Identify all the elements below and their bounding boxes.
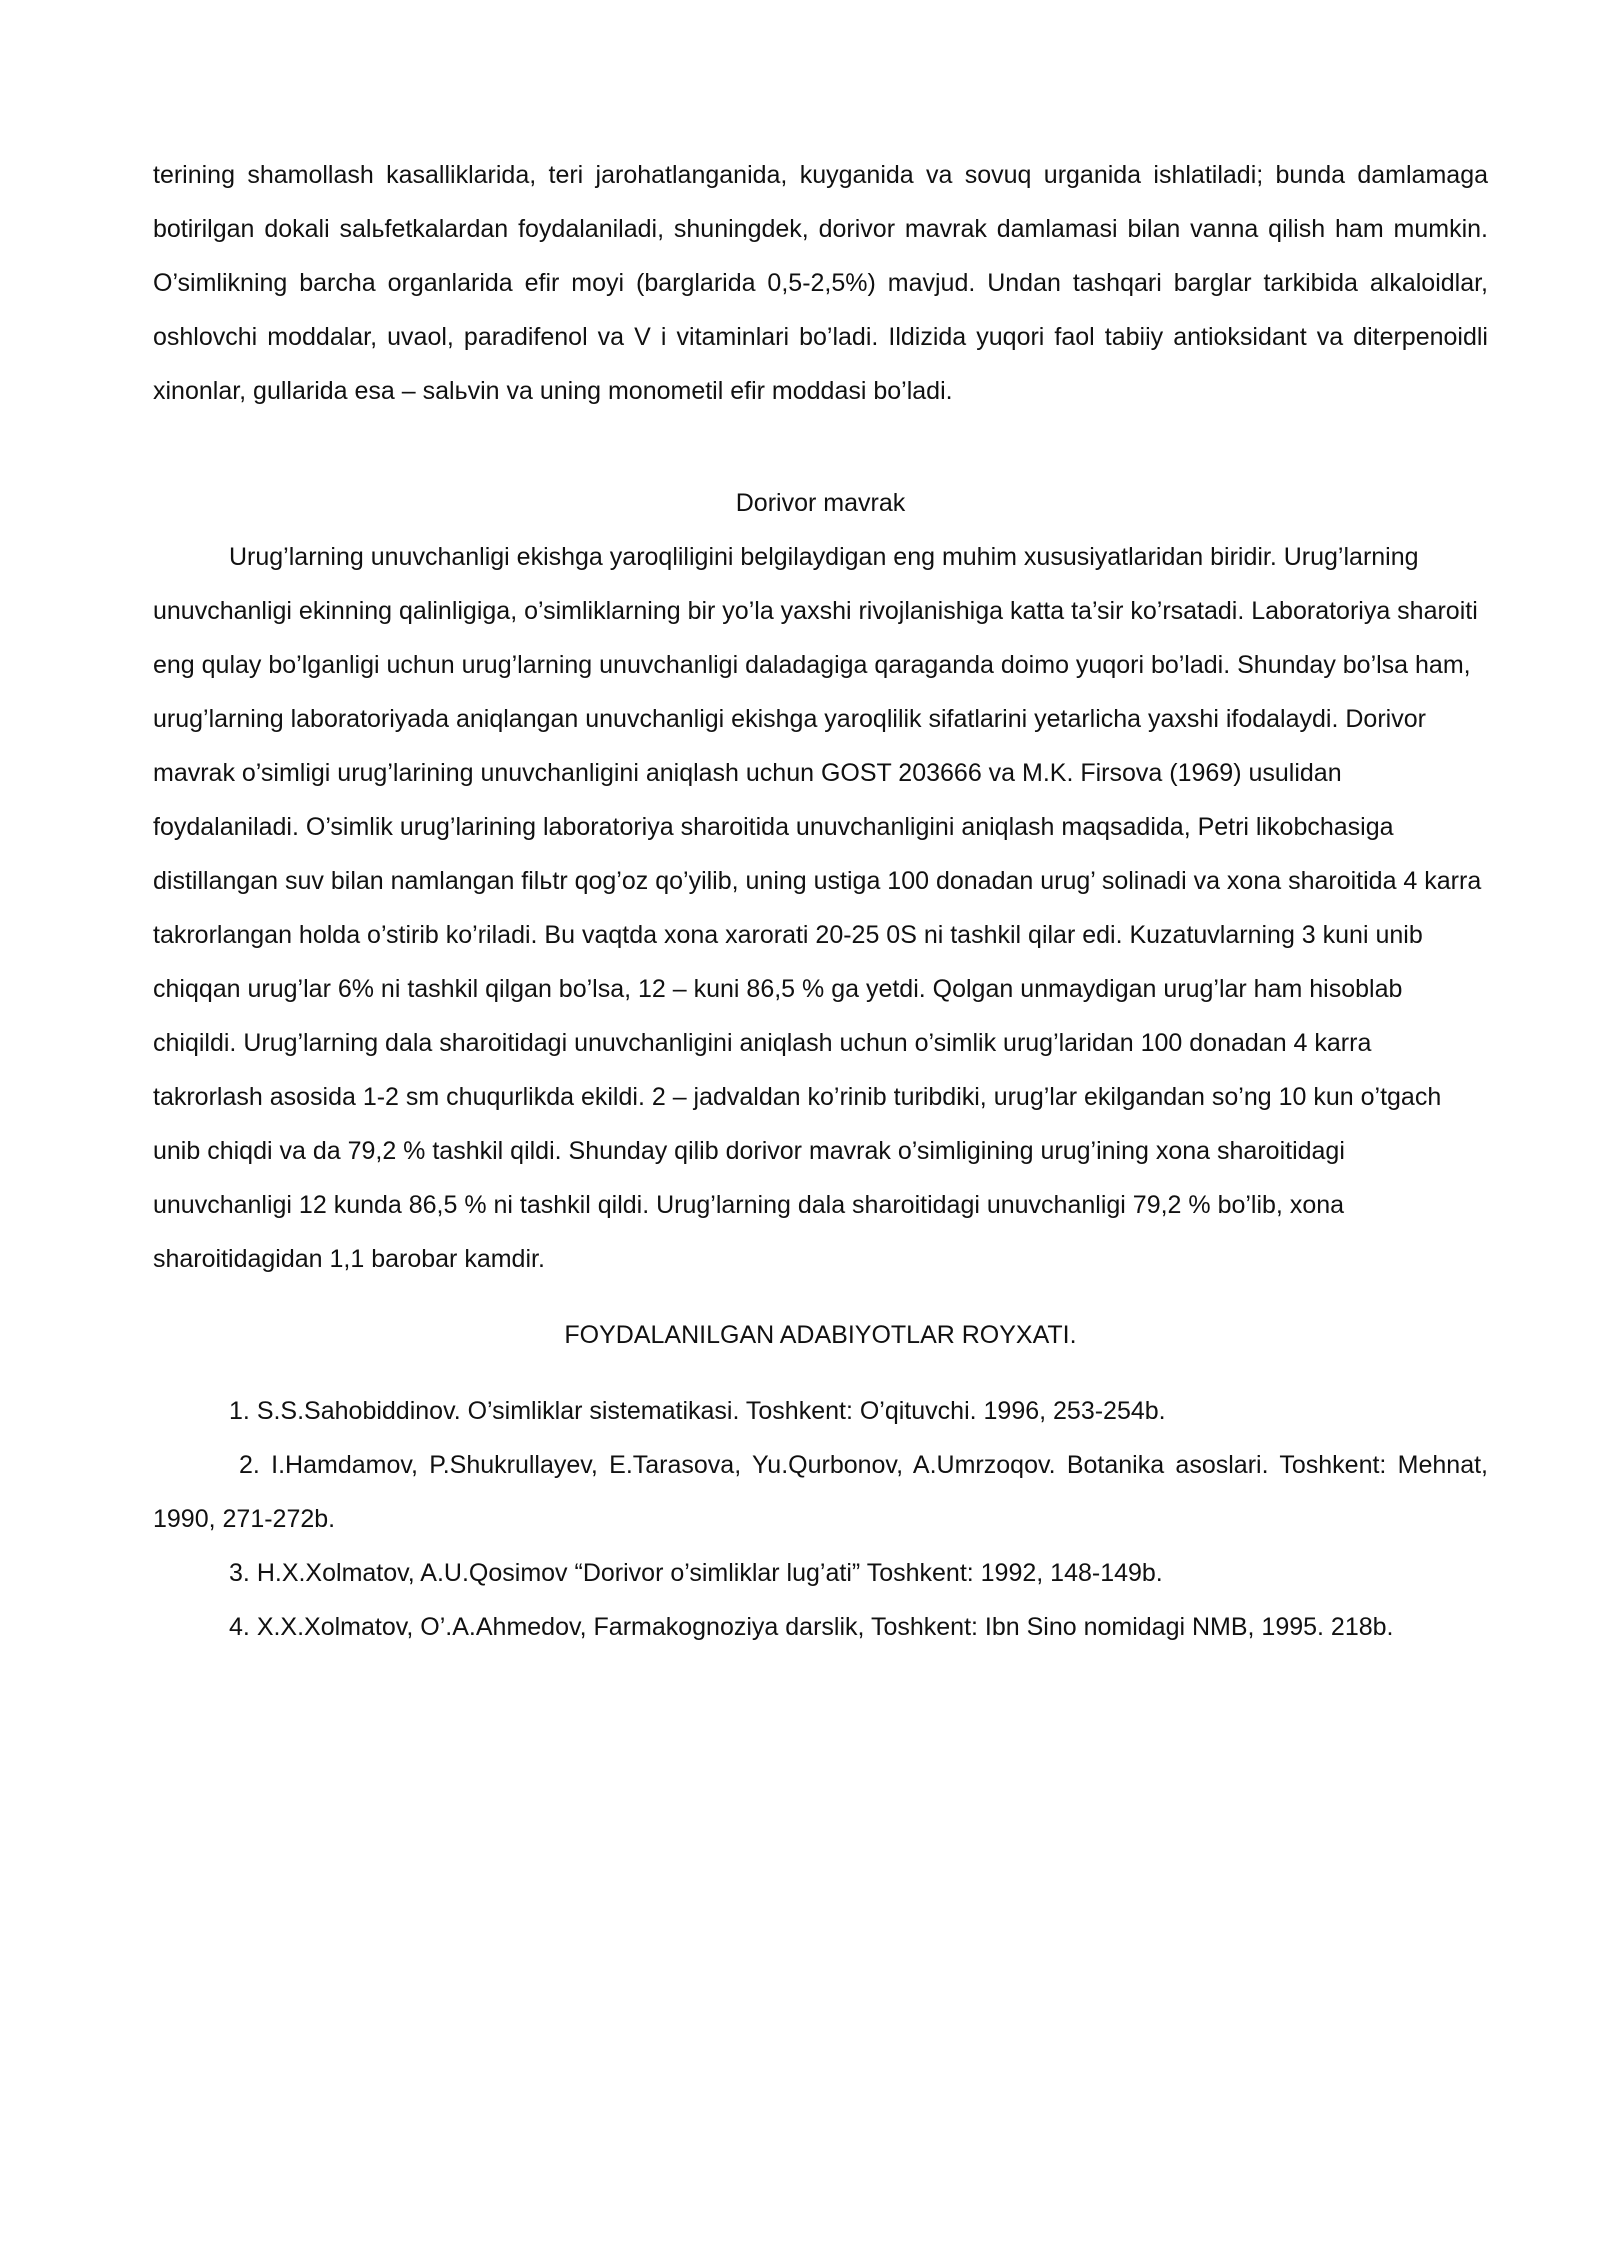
reference-number: 2. <box>239 1451 260 1479</box>
reference-text: X.X.Xolmatov, O’.A.Ahmedov, Farmakognoziya darslik, Toshkent: Ibn Sino nomidagi NMB, 1995. 218b. <box>256 1613 1394 1641</box>
reference-text: I.Hamdamov, P.Shukrullayev, E.Tarasova, Yu.Qurbonov, A.Umrzoqov. Botanika asoslari. Toshkent: Mehnat, 1990, 271-272b. <box>153 1451 1488 1533</box>
intro-paragraph: terining shamollash kasalliklarida, teri jarohatlanganida, kuyganida va sovuq urganida ishlatiladi; bunda damlamaga botirilgan dokali salьfetkalardan foydalaniladi, shuningdek, dorivor mavrak damlamasi bilan vanna qilish ham mumkin. O’simlikning barcha organlarida efir moyi (barglarida 0,5-2,5%) mavjud. Undan tashqari barglar tarkibida alkaloidlar, oshlovchi moddalar, uvaol, paradifenol va V i vitaminlari bo’ladi. Ildizida yuqori faol tabiiy antioksidant va diterpenoidli xinonlar, gullarida esa – salьvin va uning monometil efir moddasi bo’ladi. <box>153 161 1488 405</box>
reference-number: 4. <box>229 1613 250 1641</box>
reference-item <box>153 1546 1488 1600</box>
reference-text: S.S.Sahobiddinov. O’simliklar sistematikasi. Toshkent: O’qituvchi. 1996, 253-254b. <box>256 1397 1166 1425</box>
reference-number: 3. <box>229 1559 250 1587</box>
reference-text: H.X.Xolmatov, A.U.Qosimov “Dorivor o’simliklar lug’ati” Toshkent: 1992, 148-149b. <box>256 1559 1163 1587</box>
references-heading: FOYDALANILGAN ADABIYOTLAR ROYXATI. <box>564 1321 1077 1349</box>
reference-number: 1. <box>229 1397 250 1425</box>
reference-item <box>153 1438 1488 1546</box>
section-heading: Dorivor mavrak <box>735 489 906 517</box>
reference-item <box>153 1600 1488 1654</box>
reference-item <box>153 1384 1488 1438</box>
document-page <box>153 148 1488 1654</box>
section-body-paragraph: Urug’larning unuvchanligi ekishga yaroqliligini belgilaydigan eng muhim xususiyatlaridan biridir. Urug’larning unuvchanligi ekinning qalinligiga, o’simliklarning bir yo’la yaxshi rivojlanishiga katta ta’sir ko’rsatadi. Laboratoriya sharoiti eng qulay bo’lganligi uchun urug’larning unuvchanligi daladagiga qaraganda doimo yuqori bo’ladi. Shunday bo’lsa ham, urug’larning laboratoriyada aniqlangan unuvchanligi ekishga yaroqlilik sifatlarini yetarlicha yaxshi ifodalaydi. Dorivor mavrak o’simligi urug’larining unuvchanligini aniqlash uchun GOST 203666 va M.K. Firsova (1969) usulidan foydalaniladi. O’simlik urug’larining laboratoriya sharoitida unuvchanligini aniqlash maqsadida, Petri likobchasiga distillangan suv bilan namlangan filьtr qog’oz qo’yilib, uning ustiga 100 donadan urug’ solinadi va xona sharoitida 4 karra takrorlangan holda o’stirib ko’riladi. Bu vaqtda xona xarorati 20-25 0S ni tashkil qilar edi. Kuzatuvlarning 3 kuni unib chiqqan urug’lar 6% ni tashkil qilgan bo’lsa, 12 – kuni 86,5 % ga yetdi. Qolgan unmaydigan urug’lar ham hisoblab chiqildi. Urug’larning dala sharoitidagi unuvchanligini aniqlash uchun o’simlik urug’laridan 100 donadan 4 karra takrorlash asosida 1-2 sm chuqurlikda ekildi. 2 – jadvaldan ko’rinib turibdiki, urug’lar ekilgandan so’ng 10 kun o’tgach unib chiqdi va da 79,2 % tashkil qildi. Shunday qilib dorivor mavrak o’simligining urug’ining xona sharoitidagi unuvchanligi 12 kunda 86,5 % ni tashkil qildi. Urug’larning dala sharoitidagi unuvchanligi 79,2 % bo’lib, xona sharoitidagidan 1,1 barobar kamdir. <box>153 543 1482 1273</box>
references-list <box>153 1384 1488 1654</box>
